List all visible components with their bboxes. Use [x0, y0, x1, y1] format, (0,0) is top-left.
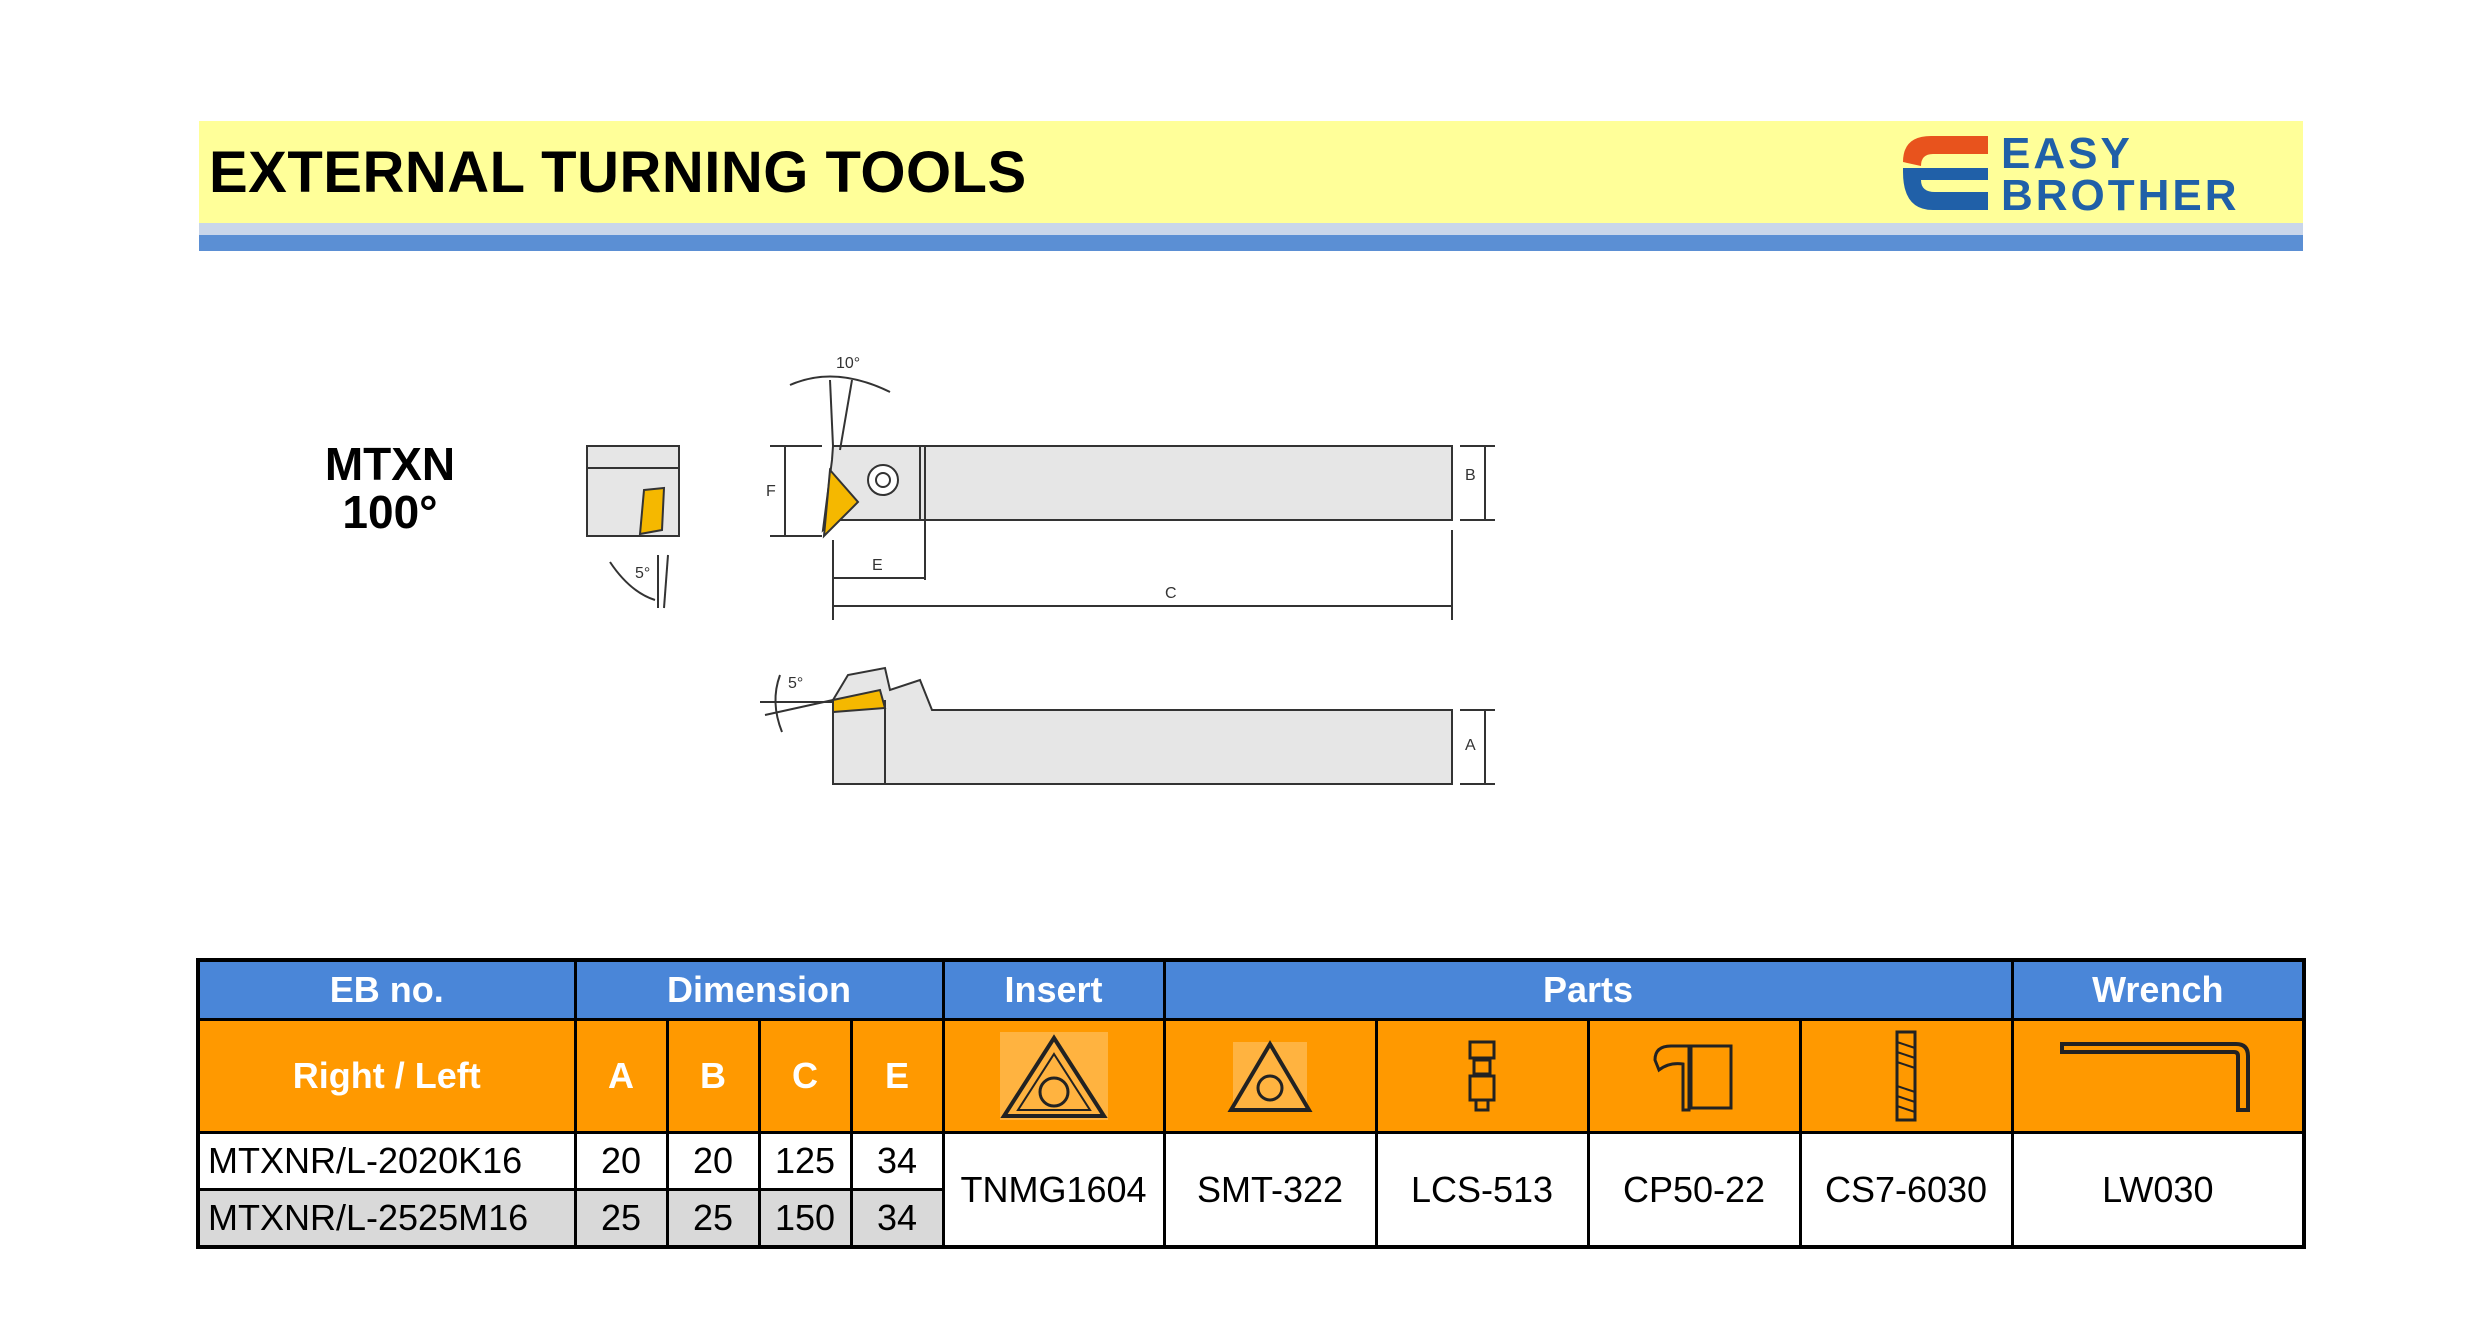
model-label	[300, 440, 480, 536]
screw-icon	[1891, 1028, 1921, 1124]
clamp-icon	[1649, 1040, 1739, 1112]
row-code: MTXNR/L-2020K16	[198, 1133, 575, 1190]
end-view	[587, 446, 679, 608]
part-screw-value: CS7-6030	[1800, 1133, 2012, 1248]
row-dim-b: 20	[667, 1133, 759, 1190]
part-shim-value: SMT-322	[1164, 1133, 1376, 1248]
screw-image-cell	[1800, 1020, 2012, 1133]
subheader-b: B	[667, 1020, 759, 1133]
dim-b-label: B	[1465, 467, 1476, 484]
header-divider-blue	[199, 235, 2303, 251]
table-row	[198, 1133, 2304, 1190]
easy-brother-logo	[1903, 129, 2298, 220]
row-dim-a: 25	[575, 1190, 667, 1248]
logo-text-brother: BROTHER	[2001, 171, 2240, 220]
subheader-c: C	[759, 1020, 851, 1133]
header-dimension: Dimension	[575, 960, 943, 1020]
part-pin-value: LCS-513	[1376, 1133, 1588, 1248]
subheader-a: A	[575, 1020, 667, 1133]
header-eb-no: EB no.	[198, 960, 575, 1020]
header-divider-light	[199, 223, 2303, 235]
tool-holder-drawing	[560, 330, 1520, 800]
page-title: EXTERNAL TURNING TOOLS	[209, 140, 1027, 205]
clamp-image-cell	[1588, 1020, 1800, 1133]
dim-e-label: E	[872, 557, 883, 574]
dim-c-label: C	[1165, 585, 1177, 602]
row-code: MTXNR/L-2525M16	[198, 1190, 575, 1248]
end-view-angle: 5°	[635, 565, 651, 582]
shim-triangle-icon	[1225, 1036, 1315, 1116]
wrench-value: LW030	[2012, 1133, 2304, 1248]
header-wrench: Wrench	[2012, 960, 2304, 1020]
subheader-e: E	[851, 1020, 943, 1133]
logo-text-easy: EASY	[2001, 129, 2133, 178]
row-dim-b: 25	[667, 1190, 759, 1248]
lock-pin-icon	[1462, 1036, 1502, 1116]
top-view	[766, 355, 1495, 620]
hex-key-icon	[2058, 1036, 2258, 1116]
table-subheader-row	[198, 1020, 2304, 1133]
logo-mark-icon	[1903, 132, 1993, 212]
header-insert: Insert	[943, 960, 1164, 1020]
row-dim-c: 150	[759, 1190, 851, 1248]
table-header-row	[198, 960, 2304, 1020]
model-angle: 100°	[342, 486, 438, 538]
dim-f-label: F	[766, 483, 776, 500]
part-clamp-value: CP50-22	[1588, 1133, 1800, 1248]
shim-image-cell	[1164, 1020, 1376, 1133]
row-dim-c: 125	[759, 1133, 851, 1190]
pin-image-cell	[1376, 1020, 1588, 1133]
header-parts: Parts	[1164, 960, 2012, 1020]
insert-image-cell	[943, 1020, 1164, 1133]
spec-table	[196, 958, 2306, 1249]
insert-value: TNMG1604	[943, 1133, 1164, 1248]
row-dim-a: 20	[575, 1133, 667, 1190]
insert-triangle-icon	[994, 1028, 1114, 1124]
row-dim-e: 34	[851, 1190, 943, 1248]
model-name: MTXN	[324, 438, 456, 490]
wrench-image-cell	[2012, 1020, 2304, 1133]
top-angle-label: 10°	[836, 355, 861, 372]
dim-a-label: A	[1465, 737, 1476, 754]
subheader-right-left: Right / Left	[198, 1020, 575, 1133]
row-dim-e: 34	[851, 1133, 943, 1190]
side-view	[760, 668, 1495, 784]
side-angle-label: 5°	[788, 675, 804, 692]
